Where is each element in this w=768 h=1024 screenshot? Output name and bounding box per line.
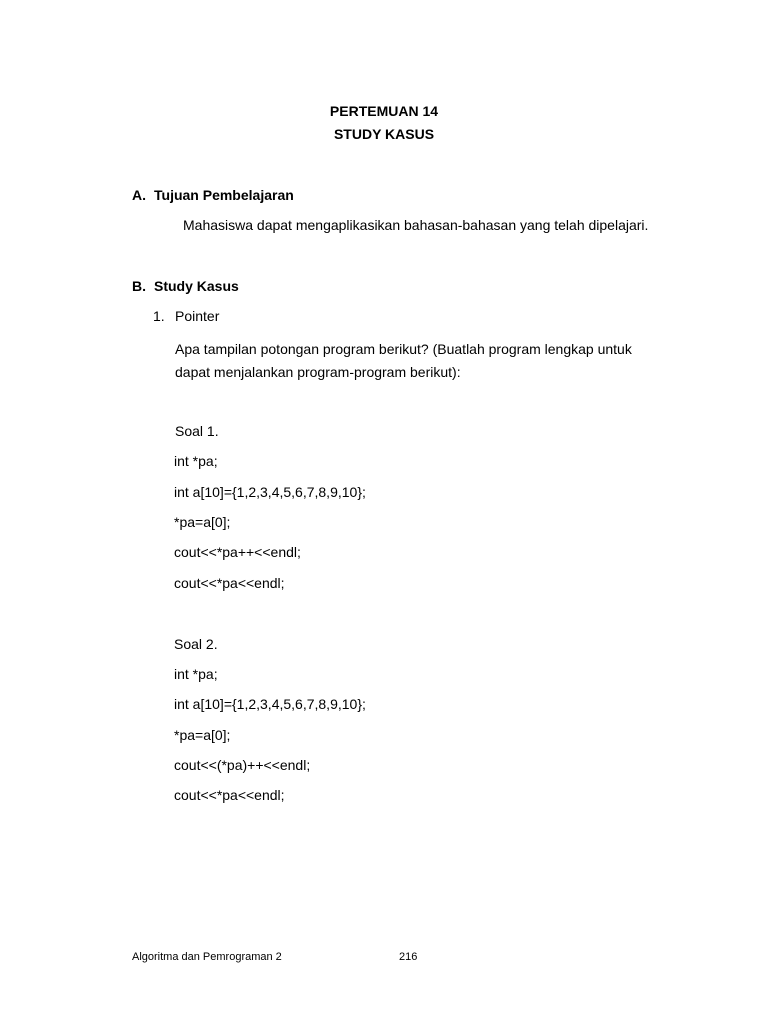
soal-1-code-line: cout<<*pa++<<endl; — [174, 544, 301, 560]
soal-2-code-line: cout<<(*pa)++<<endl; — [174, 757, 311, 773]
soal-1-label: Soal 1. — [175, 423, 219, 439]
list-item-number: 1. — [153, 308, 165, 324]
section-b-title: Study Kasus — [154, 278, 239, 294]
footer-page-number: 216 — [399, 951, 418, 963]
soal-2-code-line: int a[10]={1,2,3,4,5,6,7,8,9,10}; — [174, 696, 366, 712]
objective-text: Mahasiswa dapat mengaplikasikan bahasan-bahasan yang telah dipelajari. — [183, 217, 649, 233]
section-b-heading — [132, 278, 239, 294]
soal-1-code-line: *pa=a[0]; — [174, 514, 231, 530]
soal-2-code-line: int *pa; — [174, 666, 218, 682]
footer-course-name: Algoritma dan Pemrograman 2 — [132, 951, 282, 963]
page-subtitle: STUDY KASUS — [333, 126, 435, 142]
section-a-title: Tujuan Pembelajaran — [154, 187, 294, 203]
soal-1-code-line: cout<<*pa<<endl; — [174, 575, 285, 591]
soal-2-code-line: *pa=a[0]; — [174, 727, 231, 743]
list-item-label: Pointer — [175, 308, 220, 324]
list-item-pointer — [153, 308, 219, 324]
page-title: PERTEMUAN 14 — [329, 103, 439, 119]
question-text: Apa tampilan potongan program berikut? (Buatlah program lengkap untuk dapat menjalankan program-program berikut): — [175, 341, 632, 380]
section-a-heading — [132, 187, 294, 203]
soal-1-code-line: int *pa; — [174, 453, 218, 469]
section-a-letter: A. — [132, 187, 146, 203]
soal-1-code-line: int a[10]={1,2,3,4,5,6,7,8,9,10}; — [174, 484, 366, 500]
soal-2-label: Soal 2. — [174, 636, 218, 652]
soal-2-code-line: cout<<*pa<<endl; — [174, 787, 285, 803]
section-b-letter: B. — [132, 278, 146, 294]
